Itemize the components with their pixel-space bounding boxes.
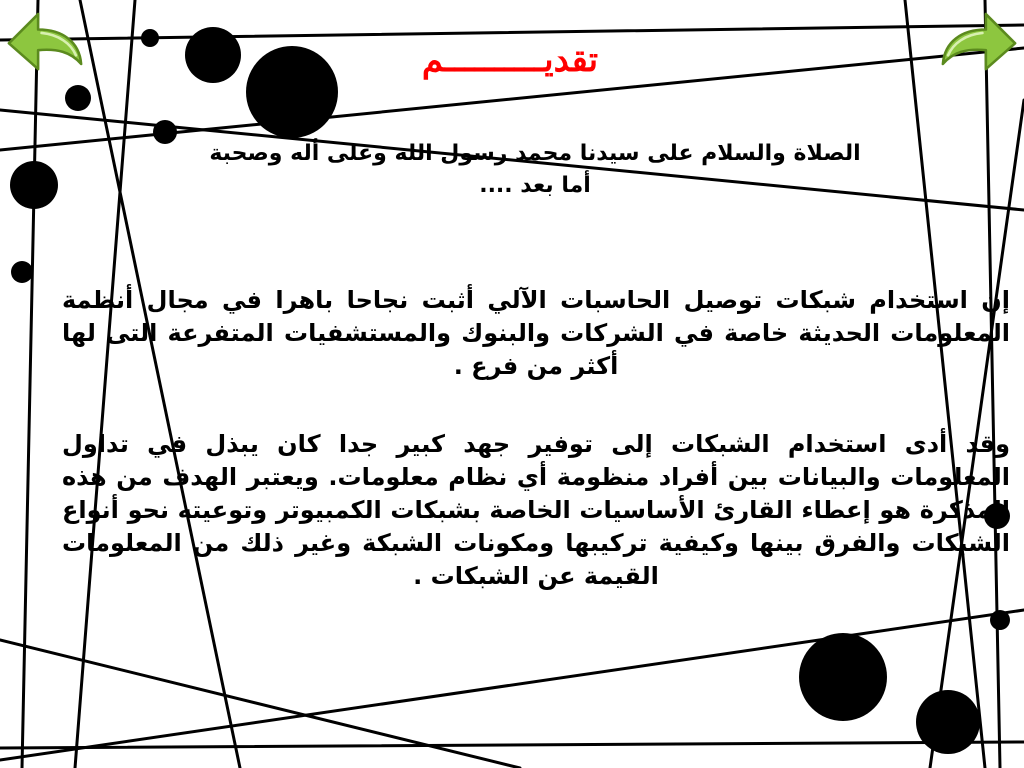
back-arrow-button[interactable] [2,2,88,88]
slide-title: تقديــــــــــم [421,40,599,80]
curved-arrow-left-icon [2,2,88,88]
decor-circle [916,690,980,754]
intro-greeting [110,138,960,202]
paragraph-networks-success: إن استخدام شبكات توصيل الحاسبات الآلي أثبت نجاحا باهرا في مجال أنظمة المعلومات الحديثة خاصة في الشركات والبنوك والمستشفيات المتفرعة التى لها أكثر من فرع . [62,286,1010,380]
forward-arrow-button[interactable] [936,2,1022,88]
decor-circle [185,27,241,83]
intro-line-2: أما بعد .... [479,173,591,198]
decor-circle [799,633,887,721]
decor-circle [990,610,1010,630]
intro-line-1: الصلاة والسلام على سيدنا محمد رسول الله وعلى أله وصحبة [209,141,861,166]
paragraph-memo-purpose: وقد أدى استخدام الشبكات إلى توفير جهد كبير جدا كان يبذل في تداول المعلومات والبيانات بين أفراد منظومة أي نظام معلومات. ويعتبر الهدف من هذه المذكرة هو إعطاء القارئ الأساسيات الخاصة بشبكات الكمبيوتر وتوعيته نحو أنواع الشبكات والفرق بينها وكيفية تركيبها ومكونات الشبكة وغير ذلك من المعلومات القيمة عن الشبكات . [62,430,1010,590]
decor-circle [11,261,33,283]
decor-circle [141,29,159,47]
decor-circle [65,85,91,111]
decor-circle [246,46,338,138]
decor-circle [10,161,58,209]
curved-arrow-right-icon [936,2,1022,88]
